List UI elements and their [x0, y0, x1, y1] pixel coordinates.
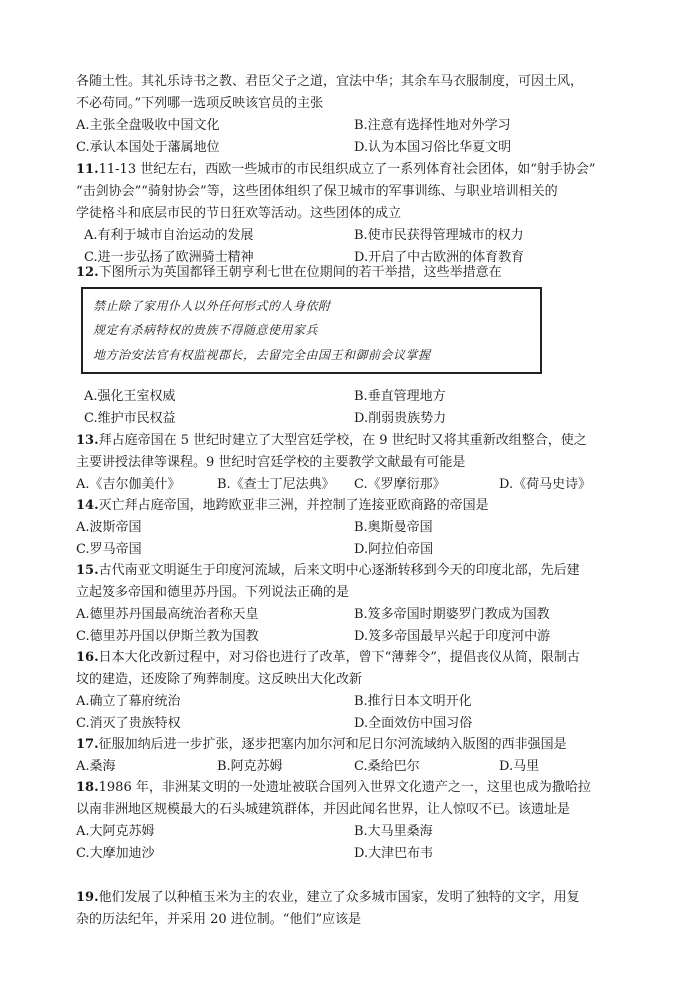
option-b: B.笈多帝国时期婆罗门教成为国教 [354, 607, 550, 622]
option-d: D.阿拉伯帝国 [354, 542, 434, 557]
box-line: 规定有杀病特权的贵族不得随意使用家兵 [93, 323, 319, 337]
question-stem: 以南非洲地区规模最大的石头城建筑群体，并因此闻名世界，让人惊叹不已。该遗址是 [76, 802, 571, 817]
option-a: A.桑海 [76, 759, 116, 774]
option-c: C.承认本国处于藩属地位 [76, 140, 220, 155]
question-number: 15. [76, 563, 99, 578]
option-c: C.德里苏丹国以伊斯兰教为国教 [76, 629, 259, 644]
option-d: D.削弱贵族势力 [354, 411, 447, 426]
box-line: 地方治安法官有权监视郡长，去留完全由国王和御前会议掌握 [93, 348, 431, 362]
question-number: 16. [76, 650, 99, 665]
option-c: C.大摩加迪沙 [76, 846, 155, 861]
option-b: B.使市民获得管理城市的权力 [354, 228, 524, 243]
option-d: D.开启了中古欧洲的体育教育 [354, 250, 525, 265]
option-a: A.有利于城市自治运动的发展 [84, 228, 254, 243]
option-a: A.《吉尔伽美什》 [76, 477, 181, 492]
option-b: B.垂直管理地方 [354, 389, 446, 404]
option-a: A.强化王室权威 [84, 389, 176, 404]
question-stem: “击剑协会”“骑射协会”等，这些团体组织了保卫城市的军事训练、与职业培训相关的 [76, 184, 558, 199]
question-stem: 12.下图所示为英国都铎王朝亨利七世在位期间的若干举措，这些举措意在 [76, 265, 502, 280]
option-b: B.大马里桑海 [354, 824, 433, 839]
option-a: A.波斯帝国 [76, 520, 142, 535]
question-stem: 杂的历法纪年，并采用 20 进位制。“他们”应该是 [76, 912, 362, 927]
question-number: 18. [76, 780, 99, 795]
option-c: C.桑给巴尔 [354, 759, 420, 774]
question-number: 19. [76, 890, 99, 905]
option-a: A.德里苏丹国最高统治者称天皇 [76, 607, 259, 622]
option-d: D.全面效仿中国习俗 [354, 716, 473, 731]
option-b: B.奥斯曼帝国 [354, 520, 433, 535]
question-number: 17. [76, 737, 99, 752]
option-d: D.《荷马史诗》 [499, 477, 592, 492]
option-c: C.《罗摩衍那》 [354, 477, 446, 492]
question-stem: 主要讲授法律等课程。9 世纪时宫廷学校的主要教学文献最有可能是 [76, 455, 466, 470]
question-number: 14. [76, 498, 99, 513]
question-stem: 立起笈多帝国和德里苏丹国。下列说法正确的是 [76, 585, 350, 600]
option-c: C.维护市民权益 [84, 411, 176, 426]
box-line: 禁止除了家用仆人以外任何形式的人身依附 [93, 299, 331, 313]
option-d: D.大津巴布韦 [354, 846, 434, 861]
question-stem: 坟的建造，还废除了殉葬制度。这反映出大化改新 [76, 672, 363, 687]
question-stem: 14.灭亡拜占庭帝国，地跨欧亚非三洲，并控制了连接亚欧商路的帝国是 [76, 498, 489, 513]
option-c: C.消灭了贵族特权 [76, 716, 181, 731]
question-stem: 18.1986 年，非洲某文明的一处遗址被联合国列入世界文化遗产之一，这里也成为撒哈拉 [76, 780, 591, 795]
option-c: C.罗马帝国 [76, 542, 142, 557]
option-c: C.进一步弘扬了欧洲骑士精神 [84, 250, 254, 265]
question-number: 11. [76, 162, 99, 177]
option-a: A.确立了幕府统治 [76, 694, 181, 709]
option-b: B.《查士丁尼法典》 [217, 477, 335, 492]
question-number: 12. [76, 265, 99, 280]
question-stem: 19.他们发展了以种植玉米为主的农业，建立了众多城市国家，发明了独特的文字，用复 [76, 890, 580, 905]
question-stem: 学徒格斗和底层市民的节日狂欢等活动。这些团体的成立 [76, 206, 402, 221]
option-d: D.马里 [499, 759, 540, 774]
option-d: D.笈多帝国最早兴起于印度河中游 [354, 629, 551, 644]
source-text-box [81, 287, 542, 374]
passage-line: 不必苟同。”下列哪一选项反映该官员的主张 [76, 96, 324, 111]
option-a: A.主张全盘吸收中国文化 [76, 118, 220, 133]
question-stem: 17.征服加纳后进一步扩张，逐步把塞内加尔河和尼日尔河流域纳入版图的西非强国是 [76, 737, 567, 752]
option-b: B.注意有选择性地对外学习 [354, 118, 511, 133]
question-stem: 16.日本大化改新过程中，对习俗也进行了改革，曾下“薄葬令”，提倡丧仪从简，限制古 [76, 650, 580, 665]
question-stem: 11.11-13 世纪左右，西欧一些城市的市民组织成立了一系列体育社会团体，如“射手协会” [76, 162, 596, 177]
question-number: 13. [76, 433, 99, 448]
option-a: A.大阿克苏姆 [76, 824, 155, 839]
question-stem: 15.古代南亚文明诞生于印度河流域，后来文明中心逐渐转移到今天的印度北部，先后建 [76, 563, 580, 578]
passage-line: 各随土性。其礼乐诗书之教、君臣父子之道，宜法中华；其余车马衣服制度，可因土风， [76, 74, 584, 89]
question-stem: 13.拜占庭帝国在 5 世纪时建立了大型宫廷学校，在 9 世纪时又将其重新改组整合，使之 [76, 433, 587, 448]
option-b: B.阿克苏姆 [217, 759, 283, 774]
option-d: D.认为本国习俗比华夏文明 [354, 140, 512, 155]
option-b: B.推行日本文明开化 [354, 694, 472, 709]
